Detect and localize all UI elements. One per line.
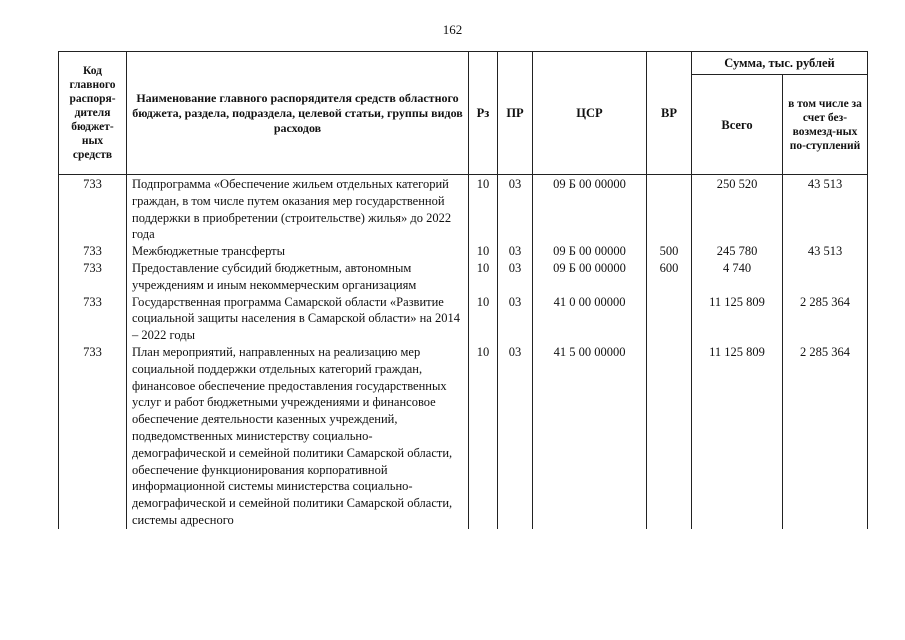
cell-code: 733 (59, 294, 127, 344)
cell-name: Предоставление субсидий бюджетным, автономным учреждениям и иным некоммерческим организациям (127, 260, 469, 294)
cell-code: 733 (59, 344, 127, 529)
cell-incl: 2 285 364 (783, 294, 868, 344)
cell-rz: 10 (469, 260, 498, 294)
cell-vr: 600 (647, 260, 692, 294)
table-row (59, 260, 868, 294)
header-name: Наименование главного распорядителя средств областного бюджета, раздела, подраздела, целевой статьи, группы видов расходов (127, 52, 469, 175)
table-row (59, 175, 868, 244)
page-number: 162 (442, 22, 463, 37)
cell-rz: 10 (469, 344, 498, 529)
cell-name: Межбюджетные трансферты (127, 243, 469, 260)
cell-pr: 03 (498, 243, 533, 260)
cell-csr: 41 0 00 00000 (533, 294, 647, 344)
cell-vr: 500 (647, 243, 692, 260)
header-vr: ВР (647, 52, 692, 175)
cell-csr: 09 Б 00 00000 (533, 175, 647, 244)
budget-table (58, 51, 868, 529)
header-sum: Сумма, тыс. рублей (692, 52, 868, 75)
cell-rz: 10 (469, 175, 498, 244)
cell-vr (647, 344, 692, 529)
cell-name: Подпрограмма «Обеспечение жильем отдельных категорий граждан, в том числе путем оказания мер государственной поддержки в приобретении (строительстве) жилья» до 2022 года (127, 175, 469, 244)
cell-incl: 43 513 (783, 243, 868, 260)
cell-total: 4 740 (692, 260, 783, 294)
header-pr: ПР (498, 52, 533, 175)
cell-rz: 10 (469, 243, 498, 260)
cell-total: 11 125 809 (692, 294, 783, 344)
cell-total: 250 520 (692, 175, 783, 244)
table-row (59, 344, 868, 529)
cell-pr: 03 (498, 260, 533, 294)
cell-pr: 03 (498, 294, 533, 344)
table-header (59, 52, 868, 175)
header-csr: ЦСР (533, 52, 647, 175)
cell-pr: 03 (498, 175, 533, 244)
cell-rz: 10 (469, 294, 498, 344)
cell-vr (647, 294, 692, 344)
cell-code: 733 (59, 175, 127, 244)
header-code: Код главного распоря-дителя бюджет-ных средств (59, 52, 127, 175)
cell-incl: 43 513 (783, 175, 868, 244)
cell-code: 733 (59, 243, 127, 260)
cell-vr (647, 175, 692, 244)
cell-pr: 03 (498, 344, 533, 529)
header-total: Всего (692, 75, 783, 175)
cell-code: 733 (59, 260, 127, 294)
cell-name: План мероприятий, направленных на реализацию мер социальной поддержки отдельных категорий граждан, финансовое обеспечение предоставления государственных услуг и работ бюджетными учреждениями и финансовое обеспечение деятельности казенных учреждений, подведомственных министерству социально-демографической и семейной политики Самарской области, обеспечение функционирования корпоративной информационной системы министерства социально-демографической и семейной политики Самарской области, системы адресного (127, 344, 469, 529)
cell-csr: 09 Б 00 00000 (533, 243, 647, 260)
cell-csr: 09 Б 00 00000 (533, 260, 647, 294)
cell-csr: 41 5 00 00000 (533, 344, 647, 529)
table-row (59, 243, 868, 260)
header-incl: в том числе за счет без-возмезд-ных по-ступлений (783, 75, 868, 175)
cell-name: Государственная программа Самарской области «Развитие социальной защиты населения в Самарской области» на 2014 – 2022 годы (127, 294, 469, 344)
table-row (59, 294, 868, 344)
cell-incl: 2 285 364 (783, 344, 868, 529)
header-rz: Рз (469, 52, 498, 175)
cell-incl (783, 260, 868, 294)
cell-total: 11 125 809 (692, 344, 783, 529)
cell-total: 245 780 (692, 243, 783, 260)
